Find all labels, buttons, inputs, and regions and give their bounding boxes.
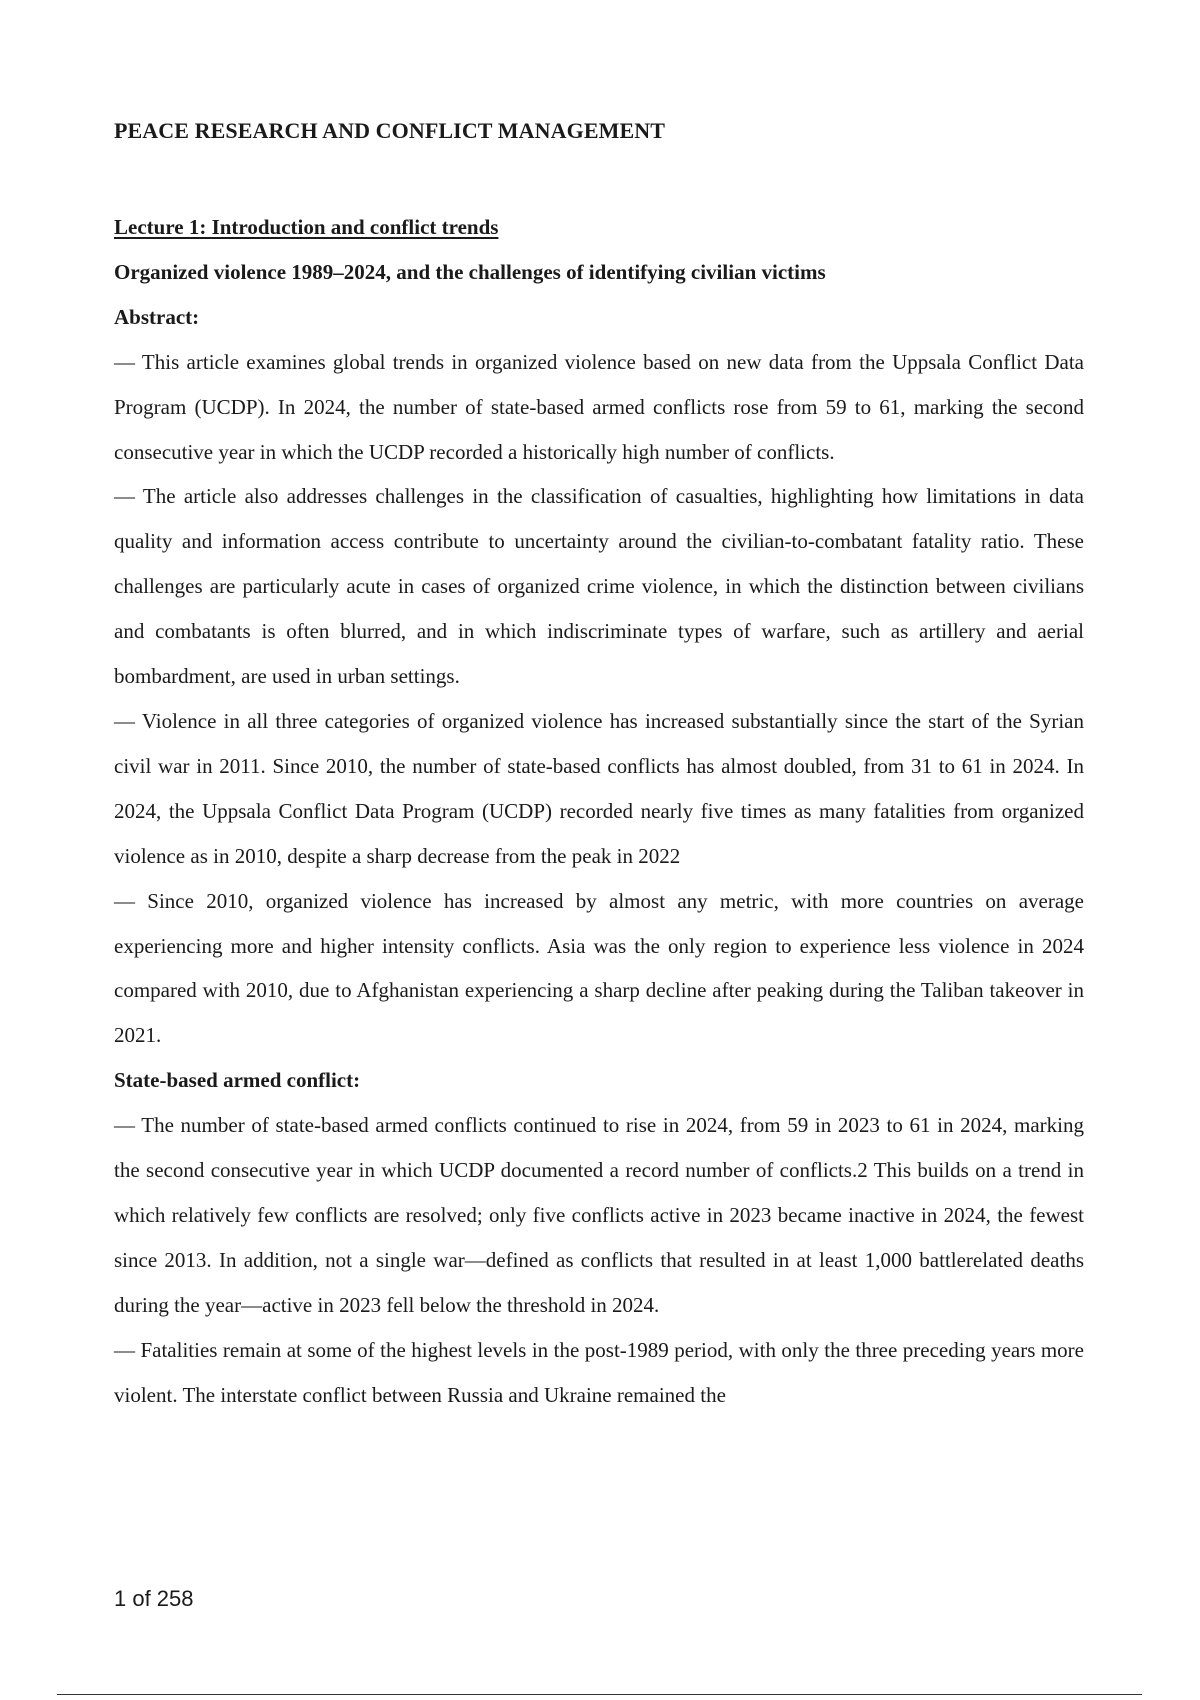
state-based-paragraph: — Fatalities remain at some of the highest levels in the post-1989 period, with only the three preceding years more violent. The interstate conflict between Russia and Ukraine remained the xyxy=(114,1337,1084,1407)
footer-divider xyxy=(57,1694,1142,1695)
abstract-paragraph: — Violence in all three categories of organized violence has increased substantially since the start of the Syrian civil war in 2011. Since 2010, the number of state-based conflicts has almost doubled, from 31 to 61 in 2024. In 2024, the Uppsala Conflict Data Program (UCDP) recorded nearly five times as many fatalities from organized violence as in 2010, despite a sharp decrease from the peak in 2022 xyxy=(114,708,1084,868)
state-based-heading: State-based armed conflict: xyxy=(114,1068,361,1093)
document-body xyxy=(114,205,1084,1417)
abstract-paragraph: — Since 2010, organized violence has increased by almost any metric, with more countries on average experiencing more and higher intensity conflicts. Asia was the only region to experience less violence in 2024 compared with 2010, due to Afghanistan experiencing a sharp decline after peaking during the Taliban takeover in 2021. xyxy=(114,888,1084,1048)
article-title: Organized violence 1989–2024, and the challenges of identifying civilian victims xyxy=(114,259,826,284)
page-indicator: 1 of 258 xyxy=(114,1586,194,1611)
state-based-paragraph: — The number of state-based armed conflicts continued to rise in 2024, from 59 in 2023 to 61 in 2024, marking the second consecutive year in which UCDP documented a record number of conflicts.2 This builds on a trend in which relatively few conflicts are resolved; only five conflicts active in 2023 became inactive in 2024, the fewest since 2013. In addition, not a single war—defined as conflicts that resulted in at least 1,000 battlerelated deaths during the year—active in 2023 fell below the threshold in 2024. xyxy=(114,1113,1084,1317)
abstract-paragraph: — This article examines global trends in organized violence based on new data from the Uppsala Conflict Data Program (UCDP). In 2024, the number of state-based armed conflicts rose from 59 to 61, marking the second consecutive year in which the UCDP recorded a historically high number of conflicts. xyxy=(114,349,1084,464)
abstract-paragraph: — The article also addresses challenges in the classification of casualties, highlighting how limitations in data quality and information access contribute to uncertainty around the civilian-to-combatant fatality ratio. These challenges are particularly acute in cases of organized crime violence, in which the distinction between civilians and combatants is often blurred, and in which indiscriminate types of warfare, such as artillery and aerial bombardment, are used in urban settings. xyxy=(114,484,1084,689)
lecture-heading: Lecture 1: Introduction and conflict trends xyxy=(114,215,499,239)
abstract-heading: Abstract: xyxy=(114,304,200,329)
document-title: PEACE RESEARCH AND CONFLICT MANAGEMENT xyxy=(114,118,665,143)
